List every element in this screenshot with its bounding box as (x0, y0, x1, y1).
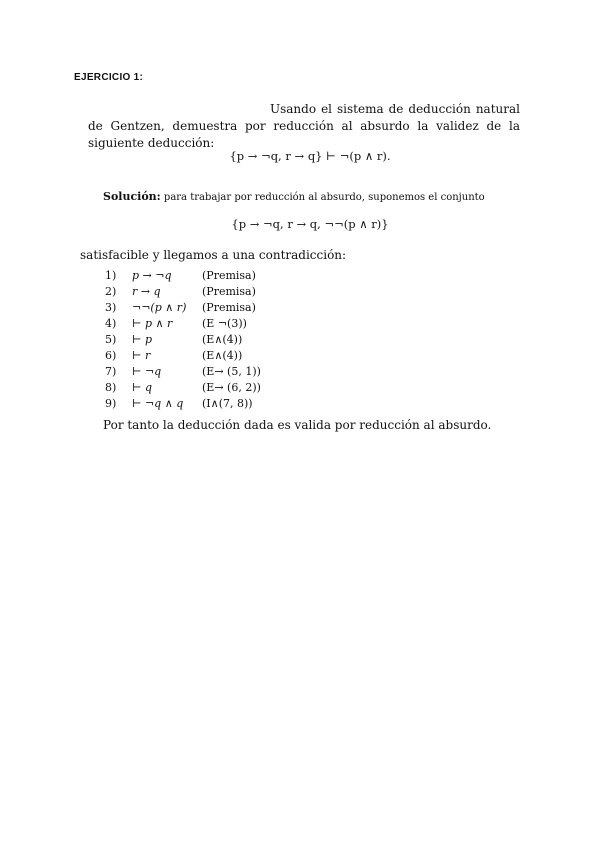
step-number: 8) (105, 381, 117, 394)
proof-row (105, 396, 322, 412)
step-number: 9) (105, 397, 117, 410)
proof-row (105, 364, 322, 380)
step-number: 4) (105, 317, 117, 330)
proof-row (105, 268, 322, 284)
step-expression: p → ¬q (132, 269, 172, 282)
proof-row (105, 348, 322, 364)
step-justification: (E ¬(3)) (202, 317, 247, 330)
step-number: 1) (105, 269, 117, 282)
step-justification: (E→ (6, 2)) (202, 381, 261, 394)
step-justification: (Premisa) (202, 269, 256, 282)
proof-table (105, 268, 322, 412)
exercise-heading: EJERCICIO 1: (74, 72, 144, 83)
solution-label: Solución: (103, 190, 161, 203)
proof-row (105, 300, 322, 316)
step-justification: (E∧(4)) (202, 349, 243, 362)
step-justification: (Premisa) (202, 301, 256, 314)
step-expression: ⊢ p (132, 333, 152, 346)
step-expression: ⊢ q (132, 381, 152, 394)
step-expression: ⊢ r (132, 349, 151, 362)
step-justification: (I∧(7, 8)) (202, 397, 253, 410)
step-expression: ⊢ ¬q ∧ q (132, 397, 184, 410)
step-justification: (E→ (5, 1)) (202, 365, 261, 378)
proof-row (105, 332, 322, 348)
step-justification: (Premisa) (202, 285, 256, 298)
step-number: 3) (105, 301, 117, 314)
step-expression: ⊢ ¬q (132, 365, 162, 378)
proof-row (105, 284, 322, 300)
step-expression: ¬¬(p ∧ r) (132, 301, 187, 314)
assumed-set-formula: {p → ¬q, r → q, ¬¬(p ∧ r)} (231, 217, 389, 231)
step-number: 6) (105, 349, 117, 362)
step-expression: ⊢ p ∧ r (132, 317, 173, 330)
step-expression: r → q (132, 285, 161, 298)
solution-paragraph (103, 190, 485, 203)
solution-text: para trabajar por reducción al absurdo, suponemos el conjunto (160, 192, 485, 203)
step-number: 7) (105, 365, 117, 378)
step-justification: (E∧(4)) (202, 333, 243, 346)
step-number: 2) (105, 285, 117, 298)
proof-row (105, 316, 322, 332)
step-number: 5) (105, 333, 117, 346)
conclusion-text: Por tanto la deducción dada es valida por reducción al absurdo. (103, 418, 492, 432)
proof-row (105, 380, 322, 396)
exercise-statement: Usando el sistema de deducción natural de Gentzen, demuestra por reducción al absurdo la validez de la siguiente deducción: (88, 102, 520, 150)
satisfiable-text: satisfacible y llegamos a una contradicción: (80, 248, 347, 262)
deduction-formula: {p → ¬q, r → q} ⊢ ¬(p ∧ r). (229, 149, 391, 163)
